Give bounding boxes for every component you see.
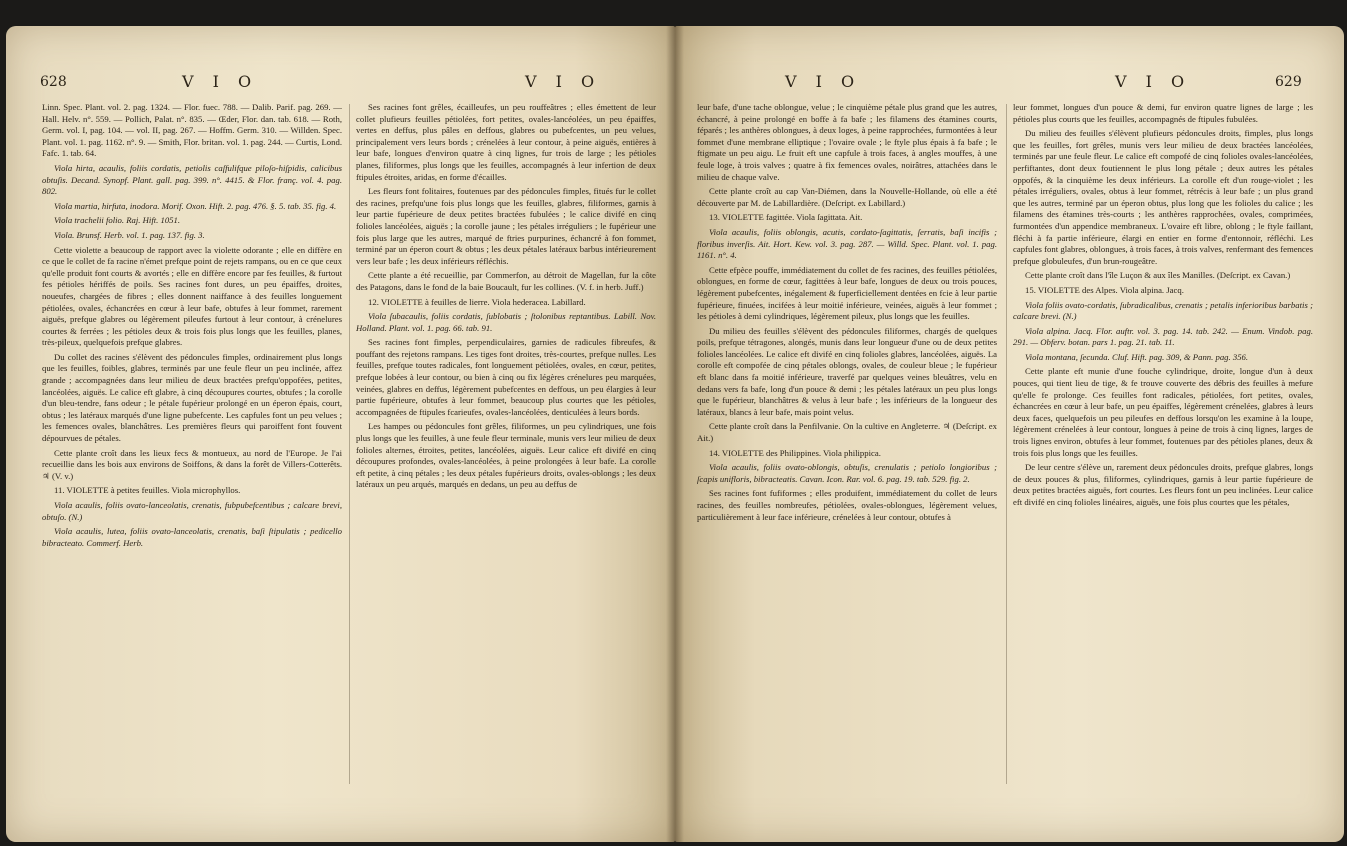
paragraph: Les hampes ou pédoncules font grêles, filiformes, un peu cylindriques, une fois plus longs que les feuilles, à une feule fleur terminale, munis vers leur milieu de deux folioles alternes, étroites, petites, lancéolées, aiguës. Leur calice eft divifé en cinq découpures profondes, ovales-lancéolées, à peine prolongées à leur bafe. La corolle eft petite, à cinq pétales ; les deux pétales fupérieurs droits, ovales-oblongs ; les deux latéraux un peu arqués, marqués en dedans, un peu au deffus de [356, 421, 656, 490]
paragraph: Cette plante croît dans les lieux fecs & montueux, au nord de l'Europe. Je l'ai recueillie dans les bois aux environs de Soiffons, & dans la forêt de Villers-Cotterêts. ♃ (V. v.) [42, 447, 342, 481]
right-page [675, 26, 1344, 842]
running-head: V I O [1115, 72, 1192, 91]
paragraph: Viola acaulis, foliis ovato-lanceolatis, crenatis, fubpubefcentibus ; calcare brevi, obtuſo. (N.) [42, 500, 342, 522]
paragraph: Viola montana, ſecunda. Cluf. Hift. pag. 309, & Pann. pag. 356. [1025, 351, 1249, 362]
open-book [6, 26, 1344, 842]
paragraph: Cette plante croît dans la Penfilvanie. On la cultive en Angleterre. ♃ (Deſcript. ex Ait.) [697, 421, 997, 444]
paragraph: Viola martia, hirfuta, inodora. Morif. Oxon. Hift. 2. pag. 476. §. 5. tab. 35. fig. 4. [54, 200, 337, 211]
text-column-1 [697, 102, 997, 792]
paragraph: Cette plante eft munie d'une fouche cylindrique, droite, longue d'un à deux pouces, qui tient lieu de tige, & fe trouve couverte des débris des feuilles à mefure qu'elle fe prolonge. Ces feuilles font radicales, pétiolées, fort petites, ovales, échancrées en cœur à leur bafe, un peu épaiffes, légèrement crénelées, glabres à leurs deux faces, quelquefois un peu pileufes en deffous lorsqu'on les examine à la loupe, légèrement crénelées à leur contour, longues à peine de trois à cinq lignes, larges de trois lignes environ, obtufes à leur fommet, foutenues par des pétioles planes, deux & trois fois plus longs que les feuilles. [1013, 366, 1313, 458]
entry-heading: 15. VIOLETTE des Alpes. Viola alpina. Jacq. [1025, 284, 1184, 295]
paragraph: Viola trachelii folio. Raj. Hift. 1051. [54, 215, 181, 226]
paragraph: Cette plante croît au cap Van-Diémen, dans la Nouvelle-Hollande, où elle a été découverte par M. de Labillardière. (Deſcript. ex Labillard.) [697, 186, 997, 208]
paragraph: Du collet des racines s'élèvent des pédoncules fimples, ordinairement plus longs que les feuilles, foibles, glabres, terminés par une feule fleur un peu inclinée, affez grande ; accompagnées dans leur milieu de deux bractées prefqu'oppofées, petites, lancéolées, aiguës. Le calice eft glabre, à cinq découpures courtes, obtufes ; la corolle d'un bleu-tendre, fans odeur ; le pétale fupérieur prolongé en un éperon épais, court, obtus ; les latéraux marqués d'une ligne pubefcente. Les capfules font un peu velues ; les femences ovales, blanchâtres. Les premières fleurs qui paroiffent font fouvent dépourvues de pétales. [42, 351, 342, 444]
paragraph: Viola acaulis, foliis ovato-oblongis, obtuſis, crenulatis ; petiolo longioribus ; ſcapis unifloris, bibracteatis. Cavan. Icon. Rar. vol. 6. pag. 19. tab. 529. fig. 2. [697, 462, 997, 484]
paragraph: Viola foliis ovato-cordatis, ſubradicalibus, crenatis ; petalis inferioribus barbatis ; calcare brevi. (N.) [1013, 299, 1313, 322]
paragraph: Cette plante croît dans l'île Luçon & aux îles Manilles. (Deſcript. ex Cavan.) [1025, 270, 1291, 281]
entry-heading: 14. VIOLETTE des Philippines. Viola philippica. [709, 447, 881, 458]
running-head: V I O [525, 72, 602, 91]
paragraph: Ses racines font grêles, écailleufes, un peu rouffeâtres ; elles émettent de leur collet plufieurs feuilles pétiolées, fort petites, ovales-lancéolées, un peu épaiffes, vertes en deffus, plus pâles en deffous, glabres ou pubefcentes, un peu velues, principalement vers leurs bords ; crénelées à leur contour, à peine aiguës, entières à leur bafe, longues d'environ quatre à cinq lignes, fur trois de large ; les pétioles planes, filiformes, plus longs que les feuilles, accompagnés à leur infertion de deux ftipules étroites, aridas, en forme d'écailles. [356, 102, 656, 182]
paragraph: Cette violette a beaucoup de rapport avec la violette odorante ; elle en diffère en ce que le collet de fa racine n'émet prefque point de rejets rampans, ou en ce que ceux qu'elle produit font courts & avortés ; elle en diffère encore par fes feuilles, & furtout fes pétioles hériffés de poils. Ses racines font dures, un peu épaiffes, droites, noueufes, chargées de fibres ; elles donnent naiffance à des feuilles longuement pétiolées, ovales, échancrées en cœur à leur bafe, obtufes à leur fommet, rarement aiguës, prefque glabres ou légèrement pileufes furtout à leur contour, à crénelures courtes & ferrées ; les pétioles deux & trois fois plus longs que les feuilles, planes, très-pileux, quelquefois prefque glabres. [42, 244, 342, 348]
text-column-2 [1013, 102, 1313, 792]
paragraph: Viola. Brunsf. Herb. vol. 1. pag. 137. fig. 3. [54, 229, 205, 240]
paragraph: Du milieu des feuilles s'élèvent des pédoncules filiformes, chargés de quelques poils, prefque tétragones, alongés, munis dans leur longueur d'une ou de deux petites folioles lancéolées. Le calice eft divifé en cinq folioles glabres, lancéolées, aiguës. La corolle eft compofée de cinq pétales oblongs, ovales, de couleur bleue ; le fupérieur eft blanc dans fa moitié inférieure, traverfé par quelques veines bleuâtres, velu en dedans vers fa bafe, long d'un pouce & demi ; les pétales latéraux un peu plus longs que le fupérieur, blanchâtres & velus à leur bafe ; les inférieurs de la longueur des latéraux, blancs à leur bafe, mais point velus. [697, 325, 997, 417]
paragraph: leur fommet, longues d'un pouce & demi, fur environ quatre lignes de large ; les pétioles plus courts que les feuilles, accompagnés de ftipules fubulées. [1013, 102, 1313, 124]
book-gutter [666, 26, 684, 842]
paragraph: Cette plante a été recueillie, par Commerfon, au détroit de Magellan, fur la côte des Patagons, dans le fond de la baie Boucault, fur les collines. (V. f. in herb. Juff.) [356, 270, 656, 292]
paragraph: Viola ſubacaulis, foliis cordatis, ſublobatis ; ſtolonibus reptantibus. Labill. Nov. Holland. Plant. vol. 1. pag. 66. tab. 91. [356, 311, 656, 333]
text-column-2 [356, 102, 656, 792]
column-rule [1006, 104, 1007, 784]
right-page-header [675, 70, 1344, 92]
paragraph: Viola acaulis, foliis oblongis, acutis, cordato-ſagittatis, ſerratis, baſi incifis ; floribus inverſis. Ait. Hort. Kew. vol. 3. pag. 287. — Willd. Spec. Plant. vol. 1. pag. 1161. n°. 4. [697, 226, 997, 261]
paragraph: Ses racines font fimples, perpendiculaires, garnies de radicules fibreufes, & pouffant des rejetons rampans. Les tiges font droites, très-courtes, prefque nulles. Les feuilles, prefque toutes radicales, font longuement pétiolées, ovales, en cœur, petites, prefque lobées à leur contour, ou bien à cinq ou fix légères crénelures peu marquées, veinées, glabres en deffus, légèrement pubefcentes en deffous, un peu élargies à leur partie fupérieure, obtufes à leur fommet, beaucoup plus courtes que les pétioles, accompagnées de ftipules fcarieufes, ovales-lancéolées, denticulées à leurs bords. [356, 337, 656, 417]
running-head: V I O [182, 72, 259, 91]
paragraph: Viola acaulis, lutea, foliis ovato-lanceolatis, crenatis, baſi ſtipulatis ; pedicello bibracteato. Commerf. Herb. [42, 526, 342, 548]
paragraph: Cette efpèce pouffe, immédiatement du collet de fes racines, des feuilles pétiolées, oblongues, en forme de cœur, fagittées à leur bafe, longues de deux ou trois pouces, légèrement pubefcentes, inégalement & fuperficiellement dentées en fcie à leur partie fupérieure, finuées, incifées à leur moitié inférieure, veinées, aiguës à leur fommet ; les pétioles à demi cylindriques, légèrement pileux, plus longs que les feuilles. [697, 264, 997, 322]
paragraph: Du milieu des feuilles s'élèvent plufieurs pédoncules droits, fimples, plus longs que les feuilles, fort grêles, munis vers leur milieu de deux bractées lancéolées, terminés par une feule fleur. Le calice eft compofé de cinq folioles ovales-lancéolées, perfiftantes, dont deux foutiennent le plus long pétale ; deux autres les pétales oppofés, & la cinquième les deux inférieurs. La corolle eft d'un rouge-violet ; les pétales irréguliers, ovales, obtus à leur fommet, rétrécis à leur bafe ; un plus grand que les autres, terminé par un éperon obtus, plus long que les folioles du calice ; les filamens des étamines très-courts ; les anthères rapprochées, ovales, comprimées, furmontées d'un appendice membraneux. L'ovaire eft libre, oblong ; le ftyle faillant, fléchi à fa partie inférieure, élargi en entier en forme d'entonnoir, réfléchi. Les capfules font glabres, oblongues, à trois faces, à trois valves, renfermant des femences prefque globuleufes, d'un brun-rougeâtre. [1013, 128, 1313, 266]
left-page [6, 26, 675, 842]
entry-heading: 11. VIOLETTE à petites feuilles. Viola microphyllos. [54, 485, 241, 496]
paragraph: Linn. Spec. Plant. vol. 2. pag. 1324. — Flor. fuec. 788. — Dalib. Parif. pag. 269. — Hall. Helv. n°. 559. — Pollich, Palat. n°. 835. — Œder, Flor. dan. tab. 618. — Roth, Germ. vol. I, pag. 104. — vol. II, pag. 267. — Hoffm. Germ. 310. — Willden. Spec. Plant. vol. 1. pag. 1162. n°. 9. — Smith, Flor. britan. vol. 1. pag. 244. — Curtis, Lond. Fafc. 1. tab. 64. [42, 102, 342, 159]
entry-heading: 13. VIOLETTE fagittée. Viola ſagittata. Ait. [709, 212, 863, 223]
column-rule [349, 104, 350, 784]
page-number: 629 [1275, 74, 1302, 90]
paragraph: Les fleurs font folitaires, foutenues par des pédoncules fimples, fitués fur le collet des racines, prefqu'une fois plus longs que les feuilles, glabres, filiformes, garnis à leur partie fupérieure de deux petites bractées fubulées ; le calice divifé en cinq folioles lancéolées, aiguës ; la corolle jaune ; les pétales irréguliers ; le fupérieur une fois plus large que les autres, marqué de ftries purpurines, échancré à fon fommet, terminé par un éperon court & obtus ; les deux pétales latéraux barbus intérieurement vers leur bafe ; les deux inférieurs réfléchis. [356, 186, 656, 266]
text-column-1 [42, 102, 342, 792]
paragraph: Viola alpina. Jacq. Flor. auftr. vol. 3. pag. 14. tab. 242. — Enum. Vindob. pag. 291. — Obferv. botan. pars 1. pag. 21. tab. 11. [1013, 325, 1313, 348]
paragraph: leur bafe, d'une tache oblongue, velue ; le cinquième pétale plus grand que les autres, échancré, à peine prolongé en boffe à fa bafe ; les filamens des étamines courts, féparés ; les anthères oblongues, à deux loges, à peine rapprochées, furmontées à leur fommet d'une membrane elliptique ; l'ovaire ovale ; le ftyle plus épais à fa bafe ; le ftigmate un peu aigu. Le fruit eft une capfule à trois faces, à angles mouffes, à une feule loge, à trois valves ; quatre à fix femences ovales, noirâtres, attachées dans le milieu de chaque valve. [697, 102, 997, 182]
paragraph: Viola hirta, acaulis, foliis cordatis, petiolis caſfulifque piloſo-hiſpidis, calicibus obtuſis. Decand. Synopf. Plant. gall. pag. 399. n°. 4415. & Flor. franç. vol. 4. pag. 802. [42, 162, 342, 197]
page-number: 628 [40, 74, 67, 90]
running-head: V I O [785, 72, 862, 91]
paragraph: Ses racines font fufiformes ; elles produifent, immédiatement du collet de leurs racines, des feuilles nombreufes, pétiolées, ovales-oblongues, légèrement velues, particulièrement à leur face inférieure, crénelées à leur contour, obtufes à [697, 488, 997, 522]
paragraph: De leur centre s'élève un, rarement deux pédoncules droits, prefque glabres, longs de deux pouces & plus, filiformes, cylindriques, garnis à leur partie fupérieure de deux petites bractées aiguës, fort courtes. Les fleurs font un peu inclinées. Leur calice eft divifé en cinq folioles linéaires, aiguës, une fois plus courtes que les pétales, [1013, 462, 1313, 507]
left-page-header [6, 70, 675, 92]
entry-heading: 12. VIOLETTE à feuilles de lierre. Viola hederacea. Labillard. [368, 296, 586, 307]
